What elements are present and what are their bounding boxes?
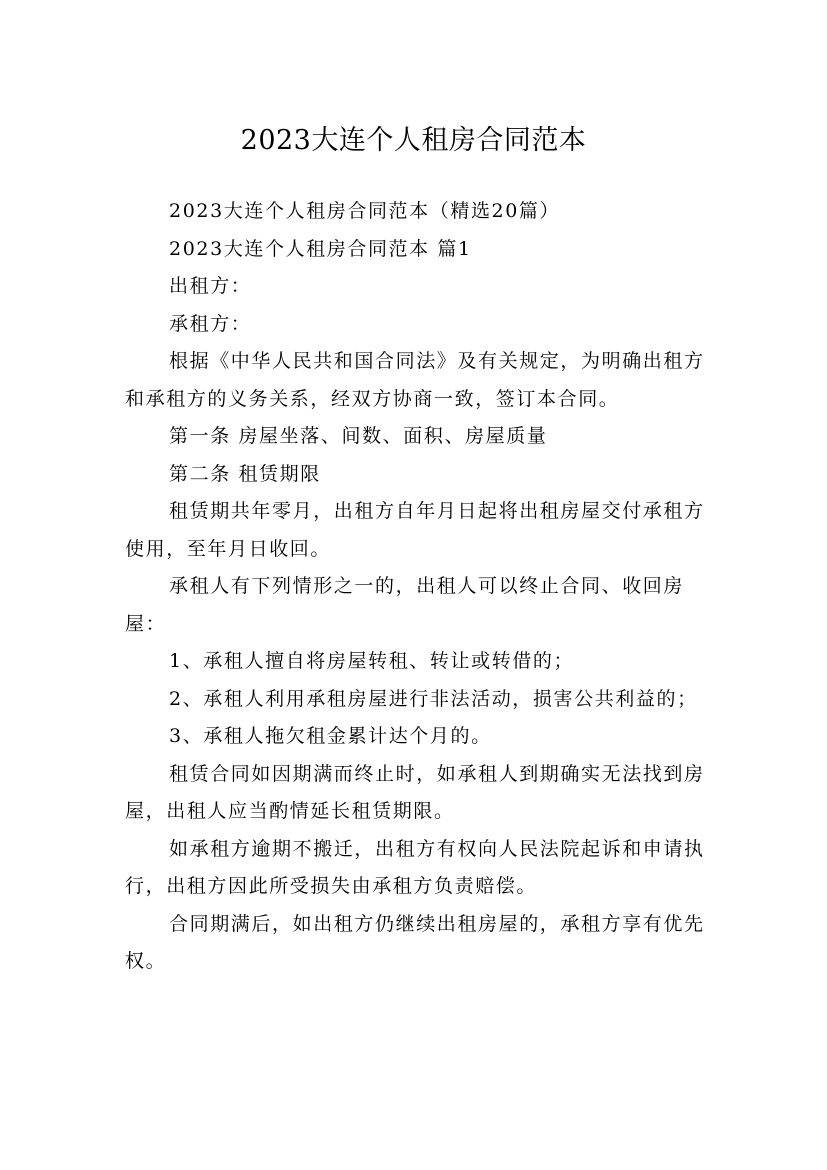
paragraph-condition-2: 2、承租人利用承租房屋进行非法活动，损害公共利益的； — [169, 687, 698, 710]
paragraph-section-heading: 2023大连个人租房合同范本 篇1 — [169, 237, 472, 260]
paragraph-termination-conditions: 承租人有下列情形之一的，出租人可以终止合同、收回房屋： — [125, 575, 685, 635]
paragraph-condition-1: 1、承租人擅自将房屋转租、转让或转借的； — [169, 650, 575, 672]
document-body — [125, 193, 710, 981]
document-title: 2023大连个人租房合同范本 — [240, 125, 587, 157]
paragraph-lease-term: 租赁期共年零月，出租方自年月日起将出租房屋交付承租方使用，至年月日收回。 — [125, 500, 705, 560]
paragraph-priority-right: 合同期满后，如出租方仍继续出租房屋的，承租方享有优先权。 — [125, 912, 705, 972]
paragraph-article-1: 第一条 房屋坐落、间数、面积、房屋质量 — [169, 425, 548, 447]
paragraph-condition-3: 3、承租人拖欠租金累计达个月的。 — [169, 725, 492, 747]
paragraph-lessee: 承租方： — [169, 312, 252, 335]
paragraph-article-2: 第二条 租赁期限 — [169, 462, 321, 485]
paragraph-extension: 租赁合同如因期满而终止时，如承租人到期确实无法找到房屋，出租人应当酌情延长租赁期限。 — [125, 762, 705, 822]
paragraph-overdue-move: 如承租方逾期不搬迁，出租方有权向人民法院起诉和申请执行，出租方因此所受损失由承租方负责赔偿。 — [125, 837, 705, 897]
paragraph-subtitle: 2023大连个人租房合同范本（精选20篇） — [169, 200, 561, 222]
paragraph-lessor: 出租方： — [169, 275, 252, 297]
paragraph-preamble: 根据《中华人民共和国合同法》及有关规定，为明确出租方和承租方的义务关系，经双方协商一致，签订本合同。 — [125, 350, 705, 410]
